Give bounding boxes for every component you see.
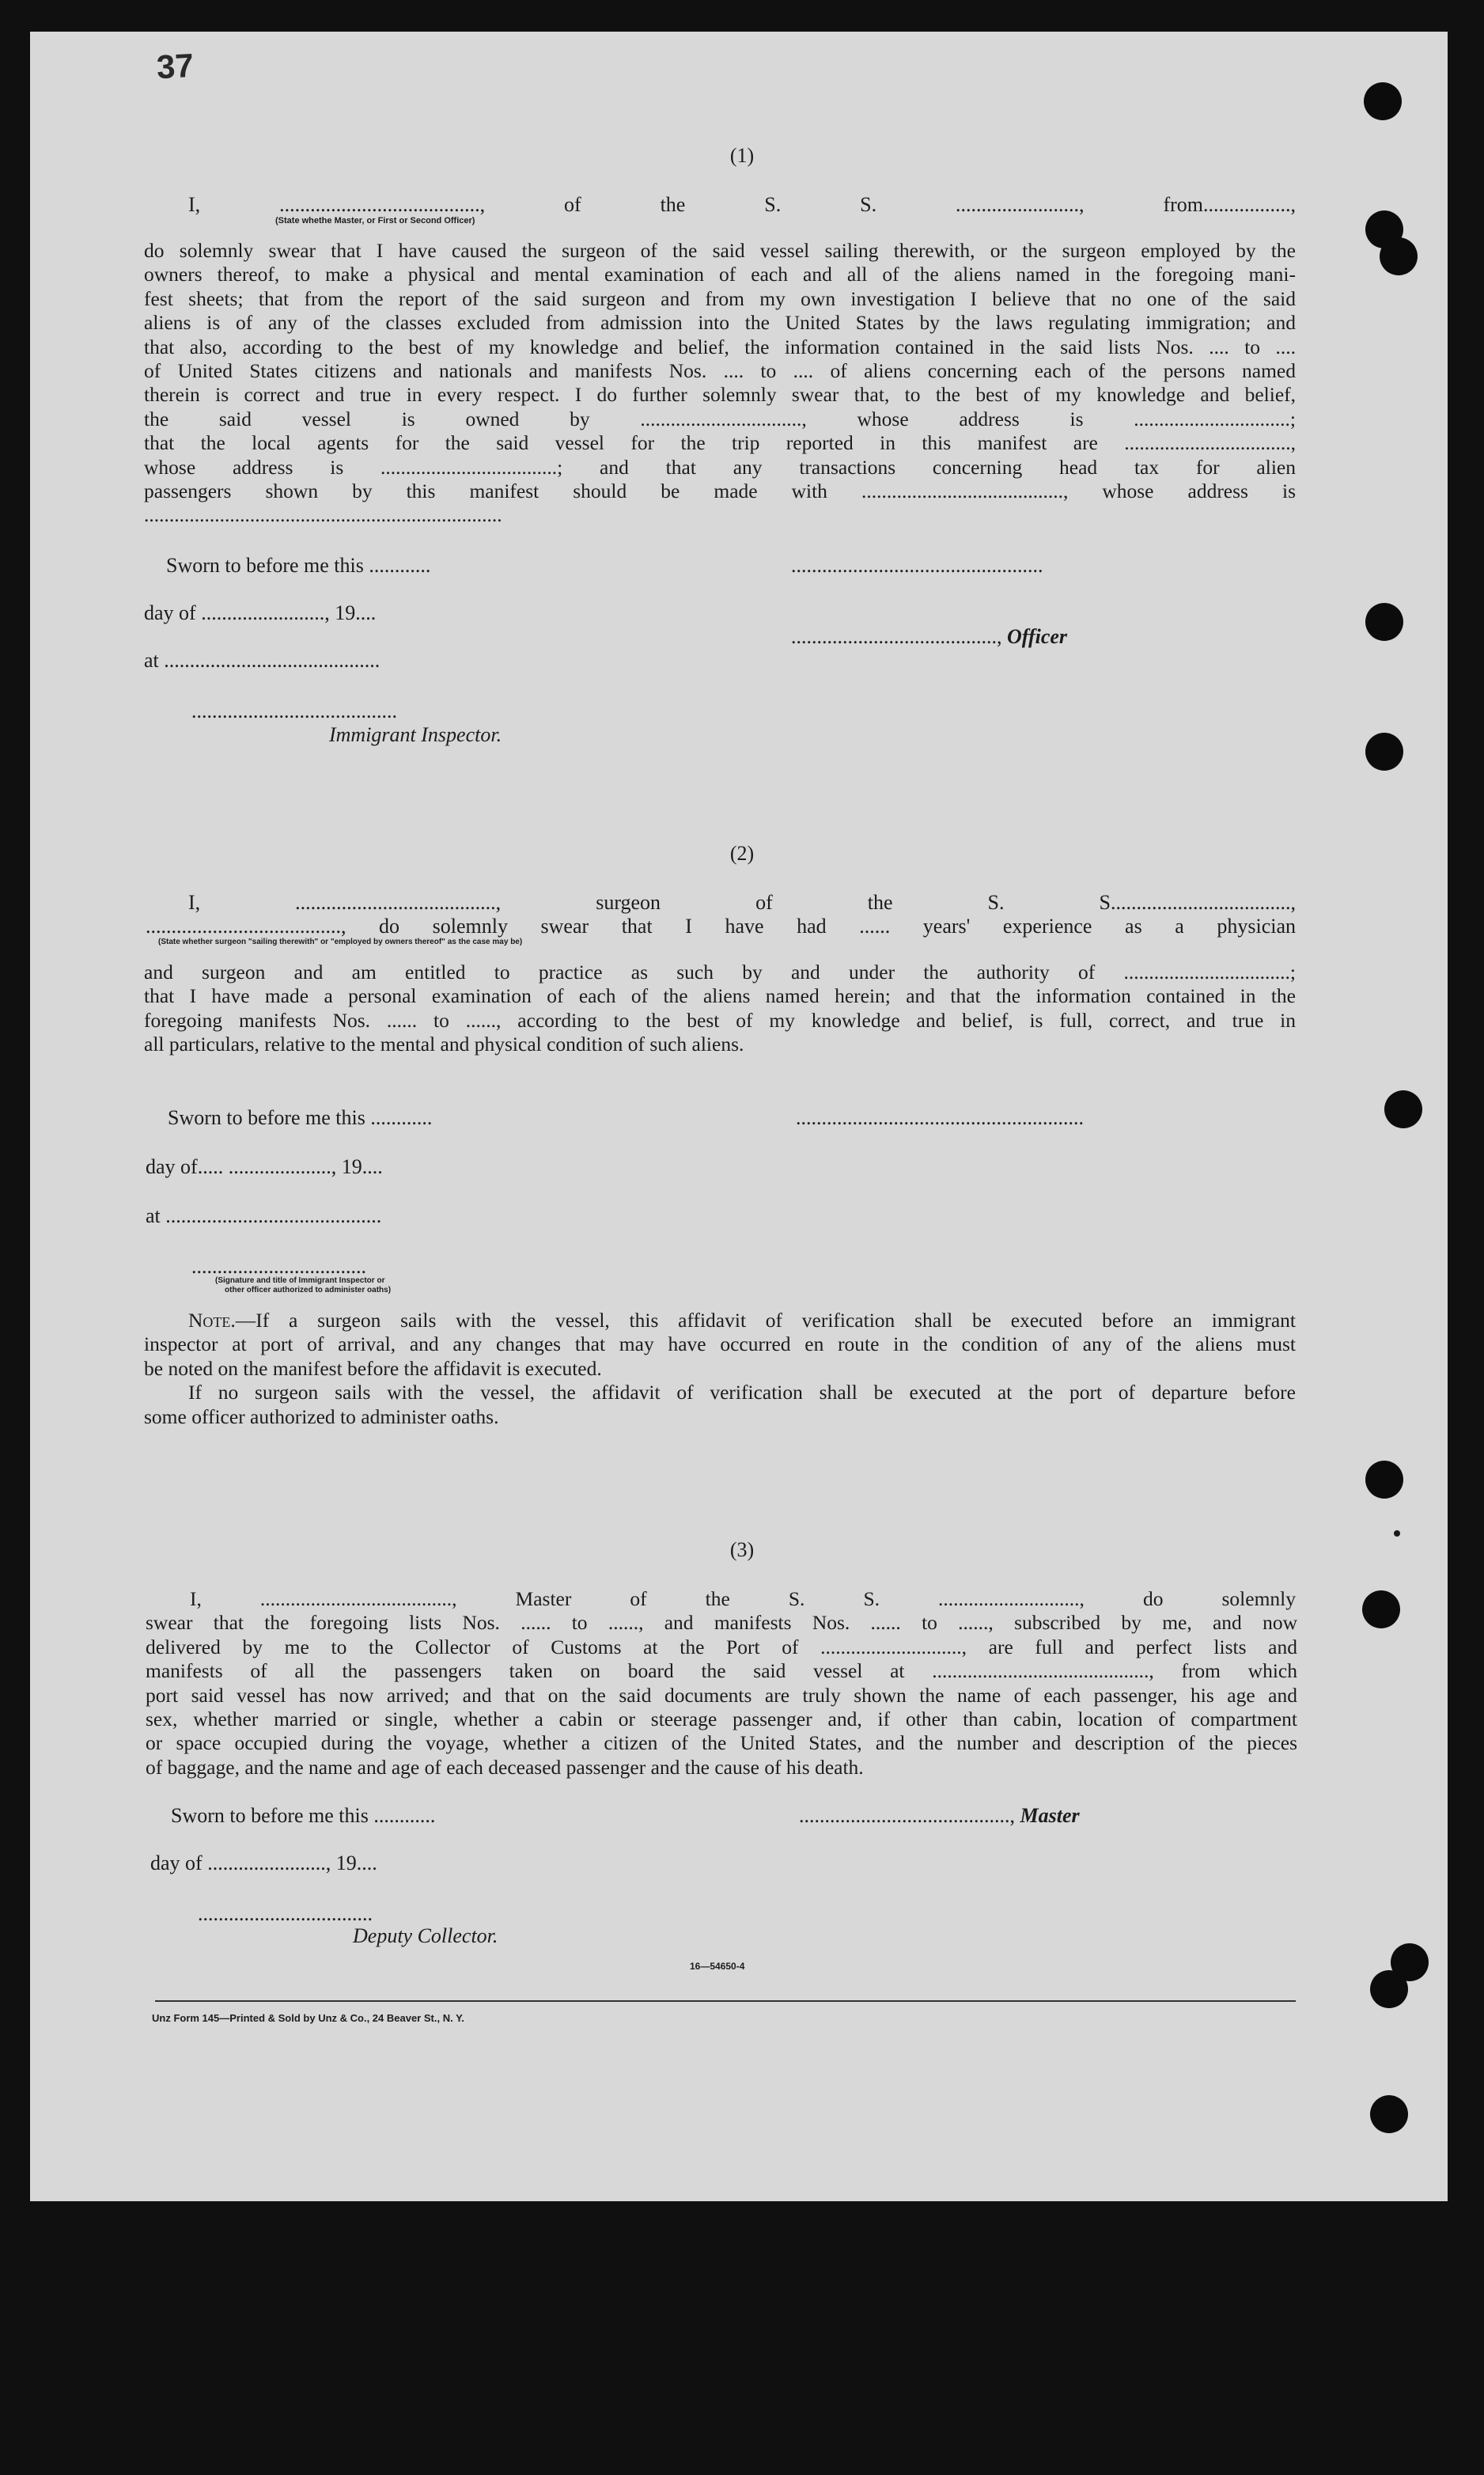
collector-title: Deputy Collector. <box>353 1924 498 1947</box>
surgeon-status-note: (State whether surgeon "sailing therewith" or "employed by owners thereof" as the case may be) <box>158 938 523 946</box>
oath-line: all particulars, relative to the mental and physical condition of such aliens. <box>144 1033 744 1056</box>
punch-hole <box>1380 237 1418 275</box>
oath-line: swear that the foregoing lists Nos. ...... to ......, and manifests Nos. ...... to ......, subscribed by me, and now <box>146 1611 1297 1635</box>
surgeon-signature-line: ........................................................ <box>796 1106 1084 1129</box>
oath-line: do solemnly swear that I have caused the surgeon of the said vessel sailing therewith, or the surgeon employed by the <box>144 239 1296 262</box>
dust-speck <box>1394 1530 1400 1537</box>
sworn-line: Sworn to before me this ............ <box>171 1804 436 1827</box>
officer-rank-note: (State whethe Master, or First or Second Officer) <box>275 216 475 226</box>
section-2-first-line: I, ......................................., surgeon of the S. S..................................., <box>188 891 1296 914</box>
page-number: 37 <box>155 46 195 86</box>
day-line: day of ........................, 19.... <box>144 601 377 624</box>
officer-dots: ........................................, <box>791 625 1002 648</box>
oath-line: port said vessel has now arrived; and that on the said documents are truly shown the name of each passenger, his age and <box>146 1683 1297 1707</box>
day-line: day of..... ...................., 19.... <box>146 1155 383 1178</box>
sworn-line: Sworn to before me this ............ <box>168 1106 433 1129</box>
printer-imprint: Unz Form 145—Printed & Sold by Unz & Co., 24 Beaver St., N. Y. <box>152 2012 464 2024</box>
oath-line: manifests of all the passengers taken on board the said vessel at ..........................................., from which <box>146 1659 1297 1683</box>
master-signature-line <box>799 1804 1080 1828</box>
oath-line: fest sheets; that from the report of the said surgeon and from my own investigation I believe that no one of the said <box>144 286 1296 310</box>
punch-hole <box>1370 1970 1408 2008</box>
oath-line: that the local agents for the said vessel for the trip reported in this manifest are ................................., <box>144 431 1296 455</box>
note-line: some officer authorized to administer oaths. <box>144 1404 499 1428</box>
master-dots: ........................................., <box>799 1804 1015 1827</box>
signature-line: .................................. <box>191 1255 366 1278</box>
oath-line: sex, whether married or single, whether a cabin or steerage passenger and, if other than cabin, location of compartment <box>146 1707 1297 1731</box>
punch-hole <box>1365 603 1403 641</box>
note-line: be noted on the manifest before the affidavit is executed. <box>144 1356 602 1380</box>
at-line: at .......................................... <box>144 649 380 672</box>
collector-signature-line: .................................. <box>198 1902 373 1925</box>
oath-line: ....................................................................... <box>144 503 502 527</box>
punch-hole <box>1365 1461 1403 1499</box>
section-1-first-line: I, ......................................., of the S. S. ........................, from................., <box>188 193 1296 216</box>
punch-hole <box>1365 733 1403 771</box>
note-line <box>144 1309 1296 1332</box>
oath-line: of baggage, and the name and age of each deceased passenger and the cause of his death. <box>146 1755 864 1779</box>
section-2-oath-text <box>144 961 1296 1057</box>
oath-line: the said vessel is owned by ................................, whose address is ...............................; <box>144 407 1296 430</box>
section-1-heading: (1) <box>729 144 755 167</box>
section-2-second-line: ......................................, do solemnly swear that I have had ...... years' experience as a physician <box>146 915 1296 938</box>
oath-line: aliens is of any of the classes excluded from admission into the United States by the laws regulating immigration; and <box>144 311 1296 335</box>
oath-line: therein is correct and true in every respect. I do further solemnly swear that, to the best of my knowledge and belief, <box>144 383 1296 407</box>
oath-line: owners thereof, to make a physical and mental examination of each and all of the aliens named in the foregoing mani- <box>144 263 1296 286</box>
section-3-heading: (3) <box>729 1538 755 1561</box>
inspector-title: Immigrant Inspector. <box>329 723 502 746</box>
section-3-oath-text <box>146 1587 1297 1779</box>
oath-line: and surgeon and am entitled to practice as such by and under the authority of .................................; <box>144 961 1296 984</box>
signature-note: (Signature and title of Immigrant Inspector or <box>215 1276 385 1285</box>
punch-hole <box>1370 2095 1408 2133</box>
note-text: —If a surgeon sails with the vessel, this affidavit of verification shall be executed before an immigrant <box>235 1309 1296 1332</box>
note-line: If no surgeon sails with the vessel, the affidavit of verification shall be executed at the port of departure before <box>188 1381 1296 1404</box>
officer-signature-line <box>791 625 1067 649</box>
day-line: day of ......................., 19.... <box>150 1852 377 1874</box>
inspector-signature-line: ........................................ <box>191 699 397 722</box>
oath-line: whose address is ...................................; and that any transactions concerning head tax for alien <box>144 455 1296 479</box>
oath-line: that also, according to the best of my knowledge and belief, the information contained in the said lists Nos. .... to .... <box>144 335 1296 358</box>
officer-signature-line-top: ................................................. <box>791 554 1043 577</box>
oath-line: that I have made a personal examination of each of the aliens named herein; and that the information contained in the <box>144 984 1296 1008</box>
sworn-line: Sworn to before me this ............ <box>166 554 431 577</box>
oath-line: of United States citizens and nationals and manifests Nos. .... to .... of aliens concerning each of the persons named <box>144 359 1296 383</box>
section-2-heading: (2) <box>729 842 755 865</box>
oath-line: passengers shown by this manifest should be made with ........................................, whose address is <box>144 479 1296 503</box>
punch-hole <box>1384 1090 1422 1128</box>
section-1-oath-text <box>144 239 1296 528</box>
oath-line: foregoing manifests Nos. ...... to ......, according to the best of my knowledge and belief, is full, correct, and true in <box>144 1008 1296 1032</box>
punch-hole <box>1362 1590 1400 1628</box>
punch-hole <box>1364 82 1402 120</box>
master-title: Master <box>1020 1804 1080 1827</box>
oath-line: or space occupied during the voyage, whether a citizen of the United States, and the number and description of the pieces <box>146 1731 1297 1755</box>
note-label: Note. <box>188 1309 236 1332</box>
oath-line: I, ......................................, Master of the S. S. ............................, do solemnly <box>190 1587 1296 1610</box>
form-code: 16—54650-4 <box>690 1961 745 1972</box>
note-line: inspector at port of arrival, and any changes that may have occurred en route in the condition of any of the aliens must <box>144 1332 1296 1356</box>
officer-title: Officer <box>1007 625 1068 648</box>
note-paragraph <box>144 1309 1296 1429</box>
at-line: at .......................................... <box>146 1204 382 1227</box>
oath-line: delivered by me to the Collector of Customs at the Port of ............................, are full and perfect lists and <box>146 1635 1297 1658</box>
footer-rule <box>155 2000 1296 2002</box>
signature-note: other officer authorized to administer oaths) <box>225 1286 392 1294</box>
